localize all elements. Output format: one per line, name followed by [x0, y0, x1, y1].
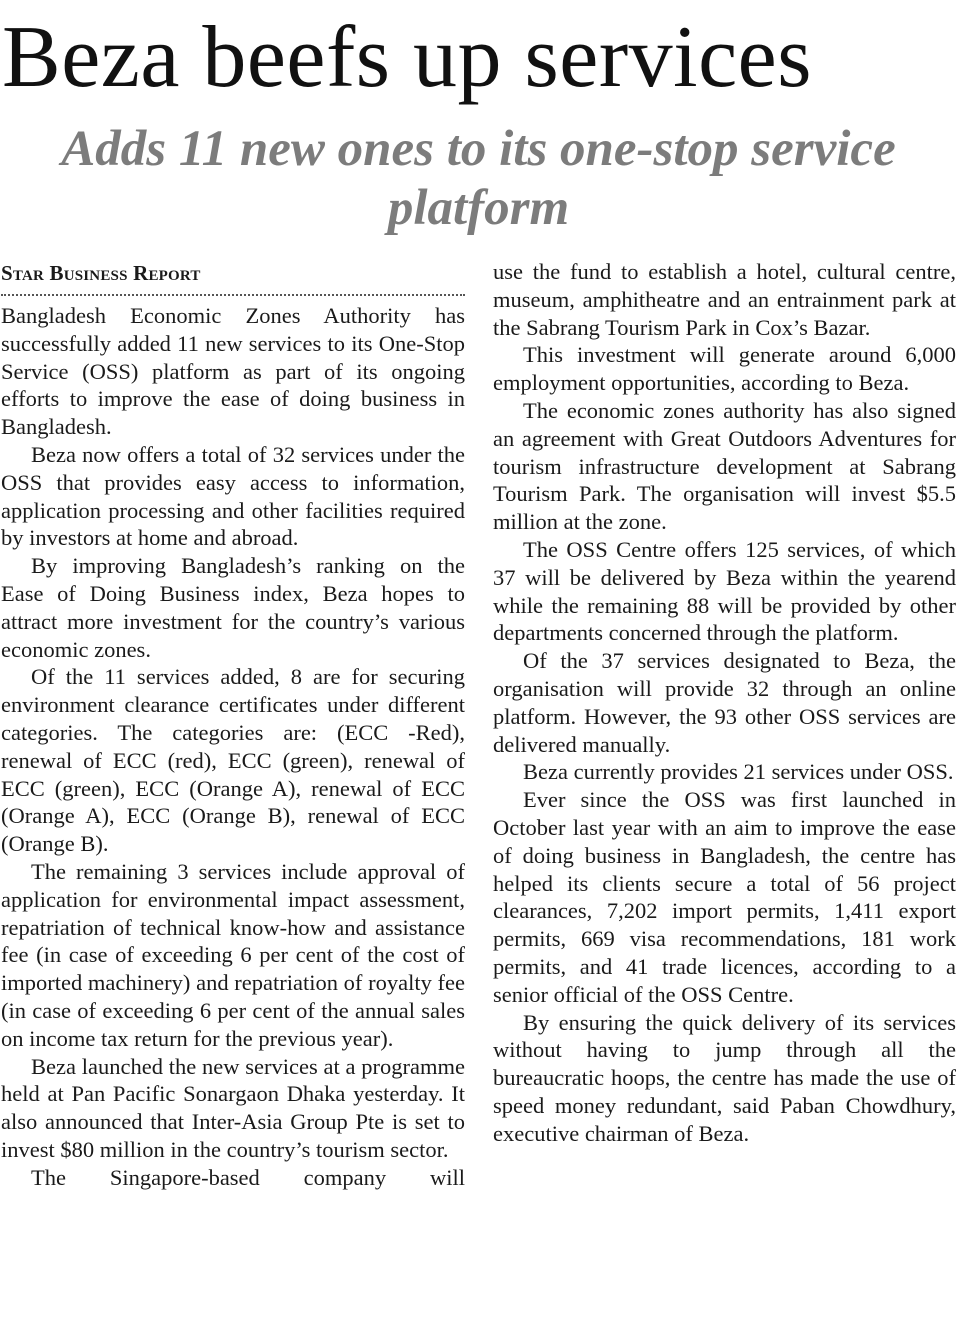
subheadline: Adds 11 new ones to its one-stop service platform — [61, 121, 896, 236]
paragraph-continued: The Singapore-based company will — [31, 1164, 465, 1190]
paragraph: This investment will generate around 6,000 employment opportunities, according to Beza. — [493, 342, 956, 396]
paragraph: Of the 11 services added, 8 are for securing environment clearance certificates under different categories. The categories are: (ECC -Red), renewal of ECC (red), ECC (green), renewal of ECC (green), ECC (Orange A), renewal of ECC (Orange A), ECC (Orange B), renewal of ECC (Orange B). — [1, 664, 465, 857]
paragraph: Beza currently provides 21 services under OSS. — [523, 759, 954, 785]
headline: Beza beefs up services — [2, 9, 812, 106]
paragraph: The OSS Centre offers 125 services, of which 37 will be delivered by Beza within the yearend while the remaining 88 will be provided by other departments concerned through the platform. — [493, 536, 956, 646]
paragraph: Beza launched the new services at a programme held at Pan Pacific Sonargaon Dhaka yesterday. It also announced that Inter-Asia Group Pte is set to invest $80 million in the country’s tourism sector. — [1, 1053, 465, 1162]
paragraph: The economic zones authority has also signed an agreement with Great Outdoors Adventures for tourism infrastructure development at Sabrang Tourism Park. The organisation will invest $5.5 million at the zone. — [493, 397, 956, 535]
paragraph: Bangladesh Economic Zones Authority has successfully added 11 new services to its One-Stop Service (OSS) platform as part of its ongoing efforts to improve the ease of doing business in Bangladesh. — [1, 303, 465, 440]
paragraph: By ensuring the quick delivery of its services without having to jump through all the bureaucratic hoops, the centre has made the use of speed money redundant, said Paban Chowdhury, executive chairman of Beza. — [493, 1009, 956, 1146]
article-column-right — [493, 258, 956, 1148]
paragraph: Of the 37 services designated to Beza, the organisation will provide 32 through an online platform. However, the 93 other OSS services are delivered manually. — [493, 648, 956, 757]
paragraph: Beza now offers a total of 32 services under the OSS that provides easy access to information, application processing and other facilities required by investors at home and abroad. — [1, 441, 465, 551]
paragraph: Ever since the OSS was first launched in October last year with an aim to improve the ease of doing business in Bangladesh, the centre has helped its clients secure a total of 56 project clearances, 7,202 import permits, 1,411 export permits, 669 visa recommendations, 181 work permits, and 41 trade licences, according to a senior official of the OSS Centre. — [493, 787, 956, 1007]
paragraph: The remaining 3 services include approval of application for environmental impact assessment, repatriation of technical know-how and assistance fee (in case of exceeding 6 per cent of the cost of imported machinery) and repatriation of royalty fee (in case of exceeding 6 per cent of the annual sales on income tax return for the previous year). — [1, 858, 465, 1051]
paragraph: By improving Bangladesh’s ranking on the Ease of Doing Business index, Beza hopes to attract more investment for the country’s various economic zones. — [1, 553, 465, 662]
paragraph-continuation: use the fund to establish a hotel, cultural centre, museum, amphitheatre and an entrainment park at the Sabrang Tourism Park in Cox’s Bazar. — [493, 259, 956, 340]
article-column-left — [1, 258, 465, 1192]
byline: Star Business Report — [1, 258, 465, 296]
